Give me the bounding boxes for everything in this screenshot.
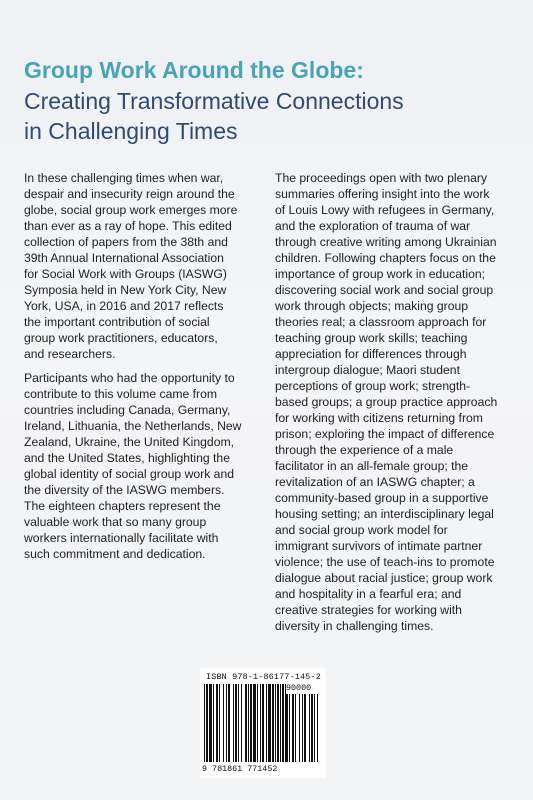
text-line: community-based group in a supportive [275,491,489,505]
cover-subtitle-line-1: Creating Transformative Connections [24,88,404,114]
text-line: despair and insecurity reign around the [24,187,235,201]
text-line: for Social Work with Groups (IASWG) [24,267,227,281]
text-line: facilitator in an all-female group; the [275,459,469,473]
isbn-label: ISBN 978-1-86177-145-2 [206,672,321,682]
text-line: prison; exploring the impact of difference [275,427,495,441]
text-line: dialogue about racial justice; group work [275,571,493,585]
cover-title: Group Work Around the Globe: [24,57,364,83]
text-line: The eighteen chapters represent the [24,499,221,513]
text-line: through creative writing among Ukrainian [275,235,497,249]
text-line: housing setting; an interdisciplinary legal [275,507,494,521]
text-line: In these challenging times when war, [24,171,224,185]
text-line: and social group work model for [275,523,448,537]
right-paragraph-1 [275,170,515,634]
text-line: 39th Annual International Association [24,251,224,265]
text-line: The proceedings open with two plenary [275,171,488,185]
text-line: valuable work that so many group [24,515,207,529]
text-line: work through objects; making group [275,299,469,313]
left-paragraph-1 [24,170,264,362]
isbn-barcode [200,668,326,778]
text-line: discovering social work and social group [275,283,494,297]
text-line: workers internationally facilitate with [24,531,219,545]
text-line: collection of papers from the 38th and [24,235,228,249]
text-line: teaching group work skills; teaching [275,331,468,345]
text-line: globe, social group work emerges more [24,203,238,217]
text-line: importance of group work in education; [275,267,486,281]
barcode-bars [202,684,324,764]
text-line: theories real; a classroom approach for [275,315,487,329]
text-line: intergroup dialogue; Maori student [275,363,460,377]
price-code: 90000 [286,683,312,693]
text-line: and researchers. [24,347,116,361]
text-line: and the United States, highlighting the [24,451,230,465]
text-line: group work practitioners, educators, [24,331,218,345]
text-line: Ireland, Lithuania, the Netherlands, New [24,419,242,433]
left-paragraph-2 [24,370,264,562]
text-line: for working with citizens returning from [275,411,483,425]
text-line: global identity of social group work and [24,467,235,481]
text-line: than ever as a ray of hope. This edited [24,219,232,233]
text-line: through the experience of a male [275,443,454,457]
right-text-column [275,170,515,642]
text-line: perceptions of group work; strength- [275,379,471,393]
left-text-column [24,170,264,570]
text-line: revitalization of an IASWG chapter; a [275,475,475,489]
text-line: immigrant survivors of intimate partner [275,539,483,553]
text-line: diversity in challenging times. [275,619,434,633]
text-line: of Louis Lowy with refugees in Germany, [275,203,495,217]
text-line: Zealand, Ukraine, the United Kingdom, [24,435,235,449]
text-line: countries including Canada, Germany, [24,403,231,417]
text-line: children. Following chapters focus on the [275,251,496,265]
text-line: and the exploration of trauma of war [275,219,471,233]
text-line: the important contribution of social [24,315,210,329]
text-line: appreciation for differences through [275,347,467,361]
text-line: violence; the use of teach-ins to promote [275,555,495,569]
text-line: Symposia held in New York City, New [24,283,227,297]
text-line: the diversity of the IASWG members. [24,483,225,497]
text-line: such commitment and dedication. [24,547,206,561]
text-line: based groups; a group practice approach [275,395,498,409]
barcode-number: 9 781861 771452 [202,764,278,774]
text-line: York, USA, in 2016 and 2017 reflects [24,299,224,313]
text-line: contribute to this volume came from [24,387,218,401]
text-line: Participants who had the opportunity to [24,371,235,385]
text-line: creative strategies for working with [275,603,462,617]
cover-subtitle-line-2: in Challenging Times [24,118,238,144]
text-line: and hospitality in a fearful era; and [275,587,462,601]
text-line: summaries offering insight into the work [275,187,490,201]
